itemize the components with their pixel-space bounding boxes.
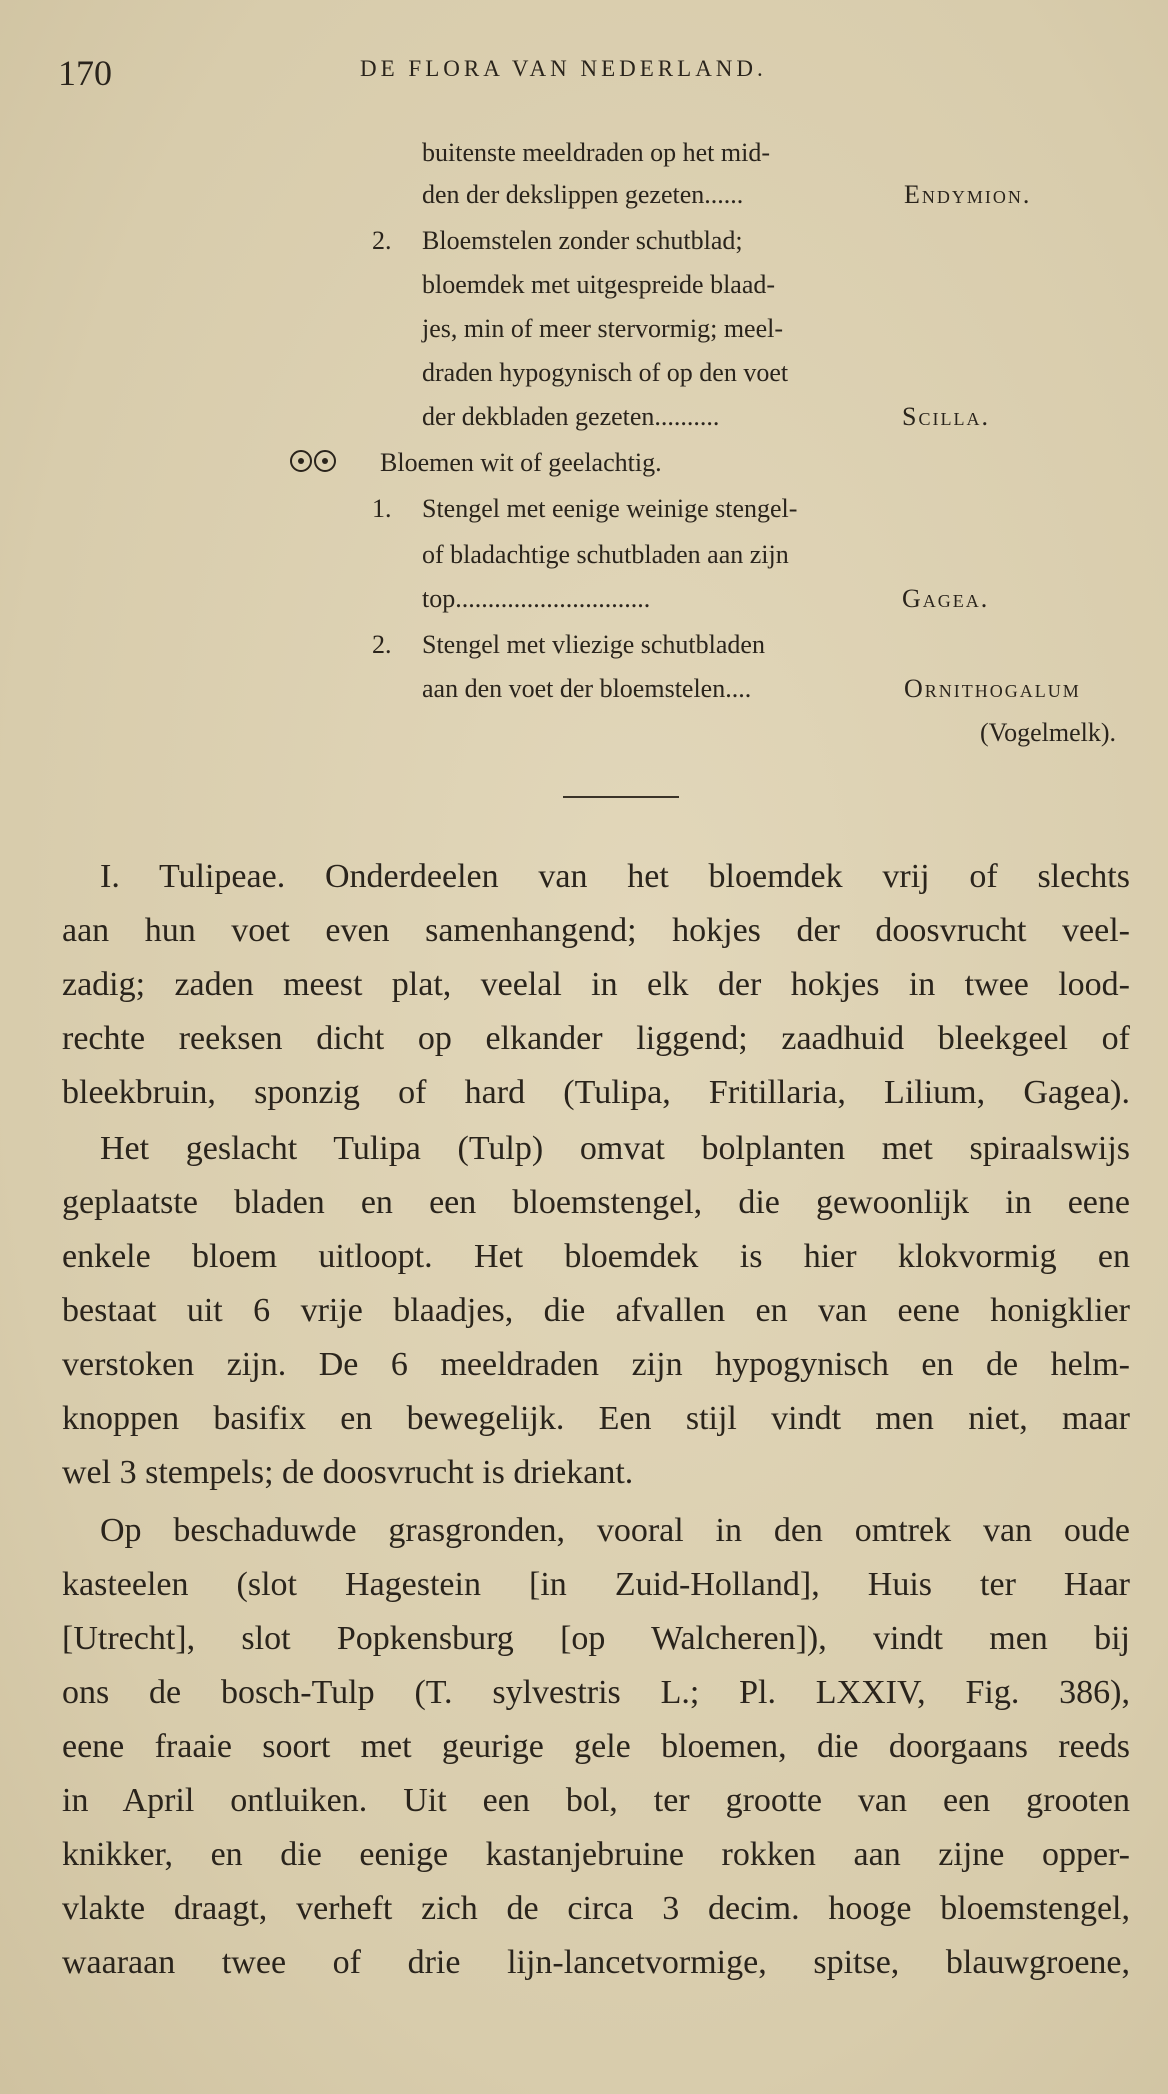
body-line: Op beschaduwde grasgronden, vooral in den omtrek van oude bbox=[100, 1512, 1130, 1549]
body-line: in April ontluiken. Uit een bol, ter grootte van een grooten bbox=[62, 1782, 1130, 1819]
body-line: eene fraaie soort met geurige gele bloemen, die doorgaans reeds bbox=[62, 1728, 1130, 1765]
key-line: Bloemen wit of geelachtig. bbox=[380, 448, 662, 477]
key-number: 2. bbox=[372, 226, 392, 255]
key-line: der dekbladen gezeten.......... bbox=[422, 402, 720, 431]
body-line: knikker, en die eenige kastanjebruine rokken aan zijne opper- bbox=[62, 1836, 1130, 1873]
body-line: kasteelen (slot Hagestein [in Zuid-Holland], Huis ter Haar bbox=[62, 1566, 1130, 1603]
key-line: top.............................. bbox=[422, 584, 651, 613]
key-line: jes, min of meer stervormig; meel- bbox=[422, 314, 784, 343]
section-divider bbox=[563, 796, 679, 798]
body-line: enkele bloem uitloopt. Het bloemdek is hier klokvormig en bbox=[62, 1238, 1130, 1275]
double-circle-symbol-icon bbox=[290, 450, 336, 472]
body-line: ons de bosch-Tulp (T. sylvestris L.; Pl. LXXIV, Fig. 386), bbox=[62, 1674, 1130, 1711]
key-line: aan den voet der bloemstelen.... bbox=[422, 674, 752, 703]
key-common-name: (Vogelmelk). bbox=[980, 718, 1116, 747]
key-genus-ornithogalum: Ornithogalum bbox=[904, 674, 1081, 703]
key-genus-gagea: Gagea. bbox=[902, 584, 990, 613]
key-number: 1. bbox=[372, 494, 392, 523]
key-genus-endymion: Endymion. bbox=[904, 180, 1032, 209]
key-line: bloemdek met uitgespreide blaad- bbox=[422, 270, 776, 299]
body-line: vlakte draagt, verheft zich de circa 3 decim. hooge bloemstengel, bbox=[62, 1890, 1130, 1927]
running-title: DE FLORA VAN NEDERLAND. bbox=[360, 56, 767, 81]
key-line: den der dekslippen gezeten...... bbox=[422, 180, 744, 209]
body-line: rechte reeksen dicht op elkander liggend; zaadhuid bleekgeel of bbox=[62, 1020, 1130, 1057]
body-line: aan hun voet even samenhangend; hokjes der doosvrucht veel- bbox=[62, 912, 1130, 949]
body-line: bestaat uit 6 vrije blaadjes, die afvallen en van eene honigklier bbox=[62, 1292, 1130, 1329]
body-line: waaraan twee of drie lijn-lancetvormige, spitse, blauwgroene, bbox=[62, 1944, 1130, 1981]
body-line: I. Tulipeae. Onderdeelen van het bloemdek vrij of slechts bbox=[100, 858, 1130, 895]
body-line: geplaatste bladen en een bloemstengel, die gewoonlijk in eene bbox=[62, 1184, 1130, 1221]
key-line: Stengel met eenige weinige stengel- bbox=[422, 494, 798, 523]
body-line: verstoken zijn. De 6 meeldraden zijn hypogynisch en de helm- bbox=[62, 1346, 1130, 1383]
body-line: [Utrecht], slot Popkensburg [op Walcheren]), vindt men bij bbox=[62, 1620, 1130, 1657]
body-line: zadig; zaden meest plat, veelal in elk der hokjes in twee lood- bbox=[62, 966, 1130, 1003]
key-number: 2. bbox=[372, 630, 392, 659]
page-number: 170 bbox=[58, 53, 112, 93]
key-line: Stengel met vliezige schutbladen bbox=[422, 630, 765, 659]
key-line: of bladachtige schutbladen aan zijn bbox=[422, 540, 789, 569]
body-line: wel 3 stempels; de doosvrucht is driekant. bbox=[62, 1454, 634, 1491]
key-line: buitenste meeldraden op het mid- bbox=[422, 138, 771, 167]
body-line: knoppen basifix en bewegelijk. Een stijl vindt men niet, maar bbox=[62, 1400, 1130, 1437]
key-line: Bloemstelen zonder schutblad; bbox=[422, 226, 743, 255]
circle-icon bbox=[314, 450, 336, 472]
circle-icon bbox=[290, 450, 312, 472]
body-line: bleekbruin, sponzig of hard (Tulipa, Fritillaria, Lilium, Gagea). bbox=[62, 1074, 1130, 1111]
body-line: Het geslacht Tulipa (Tulp) omvat bolplanten met spiraalswijs bbox=[100, 1130, 1130, 1167]
key-line: draden hypogynisch of op den voet bbox=[422, 358, 789, 387]
key-genus-scilla: Scilla. bbox=[902, 402, 990, 431]
